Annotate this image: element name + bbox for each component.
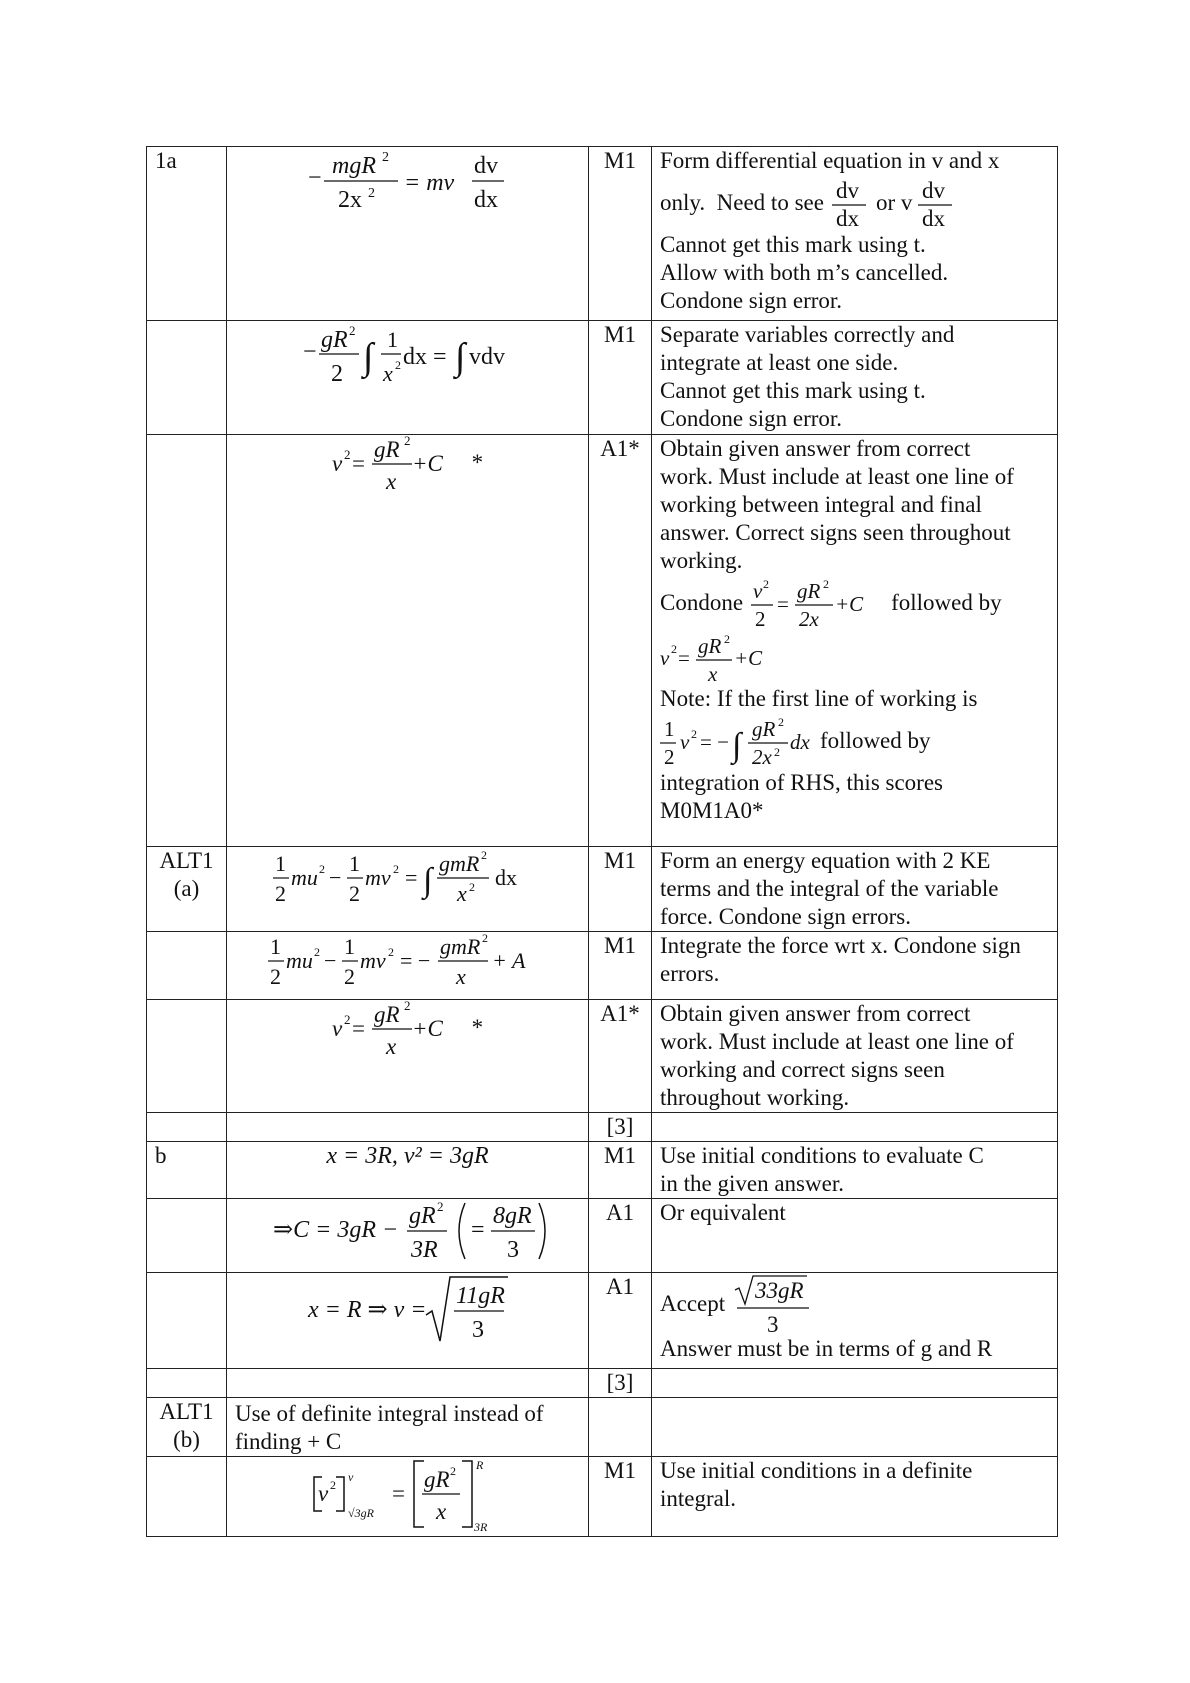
part-label	[147, 1000, 227, 1113]
svg-text:=: =	[404, 865, 417, 890]
svg-text:dx: dx	[922, 206, 946, 231]
svg-text:mu: mu	[285, 948, 313, 973]
answer-cell	[227, 1273, 589, 1369]
svg-text:+C: +C	[734, 646, 763, 670]
dv-dx-fraction	[830, 176, 870, 230]
equation-definite-integral	[308, 1457, 508, 1534]
guidance-cell: Separate variables correctly and integrate at least one side. Cannot get this mark using t. Condone sign error.	[652, 321, 1058, 435]
svg-text:8gR: 8gR	[492, 1203, 532, 1229]
svg-text:1: 1	[386, 327, 398, 352]
svg-text:3: 3	[767, 1312, 779, 1337]
svg-text:−: −	[307, 165, 322, 191]
table-row	[147, 1000, 1058, 1113]
guidance-cell: Obtain given answer from correct work. Must include at least one line of working and correct signs seen throughout working.	[652, 1000, 1058, 1113]
svg-text:dv: dv	[473, 153, 498, 179]
svg-text:√3gR: √3gR	[347, 1506, 374, 1520]
svg-text:gmR: gmR	[438, 851, 479, 876]
equation-given-answer	[332, 435, 452, 495]
mark-cell: M1	[589, 932, 652, 1000]
svg-text:mu: mu	[290, 865, 318, 890]
part-label: b	[147, 1142, 227, 1199]
svg-text:x: x	[456, 881, 467, 906]
svg-text:vdv: vdv	[468, 344, 505, 370]
svg-text:v: v	[317, 1481, 328, 1506]
mark-cell: A1	[589, 1199, 652, 1273]
svg-text:2: 2	[348, 881, 360, 906]
answer-cell	[227, 1199, 589, 1273]
svg-text:∫: ∫	[732, 727, 742, 764]
svg-text:2x: 2x	[752, 745, 772, 769]
svg-text:3R: 3R	[410, 1237, 438, 1263]
table-row	[147, 1113, 1058, 1142]
table-row	[147, 1457, 1058, 1537]
guidance-cell: Use initial conditions to evaluate C in the given answer.	[652, 1142, 1058, 1199]
svg-text:2: 2	[348, 323, 355, 338]
guidance-cell: Obtain given answer from correct work. Must include at least one line of working between integral and final answer. Correct signs seen throughout working. Condone v 2 2 = gR 2 2x +C followed by v 2 = gR 2 x +C Note: If the first line of working is 1 2 v 2 = − ∫ gR 2 2x 2 dx followed by integration of RHS, this scores M0M1A0*	[652, 435, 1058, 847]
answer-cell	[227, 1457, 589, 1537]
svg-text:= mv: = mv	[403, 170, 454, 196]
svg-text:∫: ∫	[422, 862, 432, 899]
equation-final-speed	[308, 1273, 508, 1347]
svg-text:v: v	[331, 1016, 343, 1041]
svg-text:11gR: 11gR	[455, 1283, 505, 1309]
condone-equation	[749, 576, 885, 630]
svg-text:2: 2	[724, 632, 730, 646]
mark-cell: A1*	[589, 435, 652, 847]
svg-text:∫: ∫	[454, 336, 465, 378]
svg-text:2: 2	[330, 361, 343, 387]
svg-text:2: 2	[343, 447, 351, 462]
svg-text:2: 2	[343, 964, 355, 989]
answer-cell: x = 3R, v² = 3gR	[227, 1142, 589, 1199]
svg-text:2: 2	[387, 945, 394, 959]
table-row	[147, 1142, 1058, 1199]
svg-text:2: 2	[274, 881, 286, 906]
svg-text:2: 2	[823, 577, 830, 591]
svg-text:gR: gR	[752, 717, 776, 741]
table-row	[147, 435, 1058, 847]
svg-text:2: 2	[691, 727, 697, 741]
svg-text:=: =	[351, 1016, 365, 1041]
mark-cell: M1	[589, 147, 652, 321]
svg-text:gR: gR	[320, 327, 348, 353]
svg-text:v: v	[347, 1470, 353, 1484]
svg-text:mv: mv	[359, 948, 386, 973]
svg-text:1: 1	[343, 934, 355, 959]
svg-text:v: v	[660, 646, 670, 670]
equation-integrated-energy	[268, 932, 548, 992]
svg-text:2: 2	[343, 1012, 351, 1027]
svg-text:2: 2	[436, 1199, 443, 1214]
svg-text:gR: gR	[797, 579, 821, 603]
svg-text:2: 2	[778, 715, 784, 729]
svg-text:v: v	[680, 730, 690, 754]
answer-cell	[227, 932, 589, 1000]
svg-text:gR: gR	[373, 1002, 400, 1027]
svg-text:2: 2	[403, 434, 411, 448]
svg-text:33gR: 33gR	[755, 1278, 804, 1303]
svg-text:2: 2	[671, 642, 677, 656]
answer-cell: v 2 = gR 2 x +C *	[227, 435, 589, 847]
svg-text:2: 2	[480, 848, 487, 862]
svg-text:3: 3	[471, 1317, 484, 1343]
part-label: ALT1 (b)	[147, 1398, 227, 1457]
svg-text:dx: dx	[494, 865, 517, 890]
part-label	[147, 1199, 227, 1273]
table-row	[147, 1199, 1058, 1273]
svg-text:= −: = −	[399, 948, 430, 973]
svg-text:R: R	[475, 1458, 483, 1472]
table-row	[147, 847, 1058, 932]
svg-text:1: 1	[348, 851, 360, 876]
svg-text:2: 2	[367, 186, 375, 201]
condone-equation-2	[660, 631, 780, 685]
answer-cell	[227, 847, 589, 932]
svg-text:x: x	[455, 964, 466, 989]
svg-text:x: x	[385, 469, 397, 494]
total-mark: [3]	[589, 1113, 652, 1142]
svg-text:2: 2	[403, 999, 411, 1013]
svg-text:∫: ∫	[362, 336, 373, 378]
svg-text:2: 2	[755, 607, 766, 631]
part-label	[147, 321, 227, 435]
svg-text:2: 2	[774, 745, 780, 759]
svg-text:2: 2	[381, 150, 389, 165]
accepted-answer	[733, 1274, 813, 1337]
svg-text:1: 1	[664, 717, 675, 741]
svg-text:1: 1	[269, 934, 281, 959]
svg-text:=: =	[391, 1481, 405, 1506]
svg-text:2: 2	[394, 358, 401, 372]
mark-cell: M1	[589, 847, 652, 932]
mark-scheme-table	[146, 146, 1058, 1537]
svg-text:x: x	[435, 1499, 446, 1524]
answer-cell: v 2 = gR 2 x +C *	[227, 1000, 589, 1113]
mark-cell: M1	[589, 321, 652, 435]
svg-text:gmR: gmR	[439, 934, 480, 959]
svg-text:x: x	[385, 1034, 397, 1059]
svg-text:dx: dx	[790, 730, 810, 754]
mark-cell: M1	[589, 1457, 652, 1537]
svg-text:2: 2	[318, 862, 325, 876]
mark-cell	[589, 1398, 652, 1457]
svg-text:x: x	[382, 361, 393, 386]
svg-text:3R: 3R	[473, 1520, 487, 1534]
svg-text:2: 2	[449, 1464, 456, 1478]
equation-separate-variables	[303, 321, 513, 391]
svg-text:1: 1	[274, 851, 286, 876]
guidance-cell: Accept 33gR 3 Answer must be in terms of g and R	[652, 1273, 1058, 1369]
svg-text:mv: mv	[364, 865, 391, 890]
svg-text:2: 2	[269, 964, 281, 989]
svg-text:gR: gR	[373, 437, 400, 462]
table-row	[147, 1369, 1058, 1398]
svg-text:dx: dx	[835, 206, 859, 231]
svg-text:=: =	[470, 1217, 485, 1243]
svg-text:v: v	[753, 579, 763, 603]
svg-text:2: 2	[763, 577, 770, 591]
svg-text:+C: +C	[411, 1016, 443, 1041]
svg-text:mgR: mgR	[331, 153, 376, 179]
mark-cell: A1*	[589, 1000, 652, 1113]
svg-text:dx: dx	[473, 187, 498, 213]
table-row	[147, 932, 1058, 1000]
svg-text:2x: 2x	[337, 187, 362, 213]
svg-text:dv: dv	[922, 178, 946, 203]
table-row	[147, 147, 1058, 321]
svg-text:2: 2	[664, 745, 675, 769]
answer-cell	[227, 321, 589, 435]
svg-text:=: =	[777, 592, 789, 616]
dv-dx-fraction	[916, 176, 956, 230]
part-label	[147, 1273, 227, 1369]
answer-cell: Use of definite integral instead of finding + C	[227, 1398, 589, 1457]
answer-cell	[227, 147, 589, 321]
part-label	[147, 932, 227, 1000]
svg-text:−: −	[323, 948, 336, 973]
svg-text:x: x	[708, 662, 718, 686]
equation-given-answer	[332, 1000, 452, 1060]
svg-text:dv: dv	[835, 178, 859, 203]
svg-text:dx =: dx =	[402, 344, 447, 370]
svg-text:2: 2	[313, 945, 320, 959]
svg-text:+C: +C	[835, 592, 864, 616]
svg-text:2x: 2x	[799, 607, 819, 631]
mark-cell: A1	[589, 1273, 652, 1369]
svg-text:2: 2	[481, 931, 488, 945]
part-label	[147, 1369, 227, 1398]
svg-text:+C: +C	[411, 451, 443, 476]
guidance-cell: Integrate the force wrt x. Condone sign errors.	[652, 932, 1058, 1000]
svg-text:⇒C = 3gR −: ⇒C = 3gR −	[272, 1217, 398, 1243]
svg-text:= −: = −	[700, 730, 729, 754]
svg-text:2: 2	[329, 1478, 336, 1492]
svg-text:=: =	[351, 451, 365, 476]
table-row	[147, 1398, 1058, 1457]
equation-1a	[308, 147, 508, 217]
svg-text:v: v	[331, 451, 343, 476]
svg-text:gR: gR	[408, 1203, 436, 1229]
guidance-cell: Form differential equation in v and x only. Need to see dv dx or v dv dx Cannot get this mark using t. Allow with both m’s cancelled. Condone sign error.	[652, 147, 1058, 321]
equation-energy	[273, 847, 543, 909]
guidance-cell: Or equivalent	[652, 1199, 1058, 1273]
part-label	[147, 435, 227, 847]
svg-text:+ A: + A	[491, 948, 525, 973]
part-label	[147, 1113, 227, 1142]
part-label: 1a	[147, 147, 227, 321]
table-row	[147, 1273, 1058, 1369]
svg-text:gR: gR	[423, 1467, 450, 1492]
svg-text:−: −	[328, 865, 341, 890]
part-label	[147, 1457, 227, 1537]
guidance-cell: Form an energy equation with 2 KE terms and the integral of the variable force. Condone sign errors.	[652, 847, 1058, 932]
svg-text:gR: gR	[698, 634, 722, 658]
note-equation	[660, 714, 810, 768]
table-row	[147, 321, 1058, 435]
mark-cell: M1	[589, 1142, 652, 1199]
svg-text:2: 2	[468, 880, 475, 894]
svg-text:3: 3	[506, 1237, 519, 1263]
svg-text:x = R ⇒ v =: x = R ⇒ v =	[307, 1297, 426, 1323]
svg-text:−: −	[302, 339, 317, 365]
svg-text:=: =	[678, 646, 690, 670]
svg-text:2: 2	[392, 862, 399, 876]
equation-c-value	[273, 1199, 543, 1263]
part-label: ALT1 (a)	[147, 847, 227, 932]
guidance-cell: Use initial conditions in a definite integral.	[652, 1457, 1058, 1537]
total-mark: [3]	[589, 1369, 652, 1398]
